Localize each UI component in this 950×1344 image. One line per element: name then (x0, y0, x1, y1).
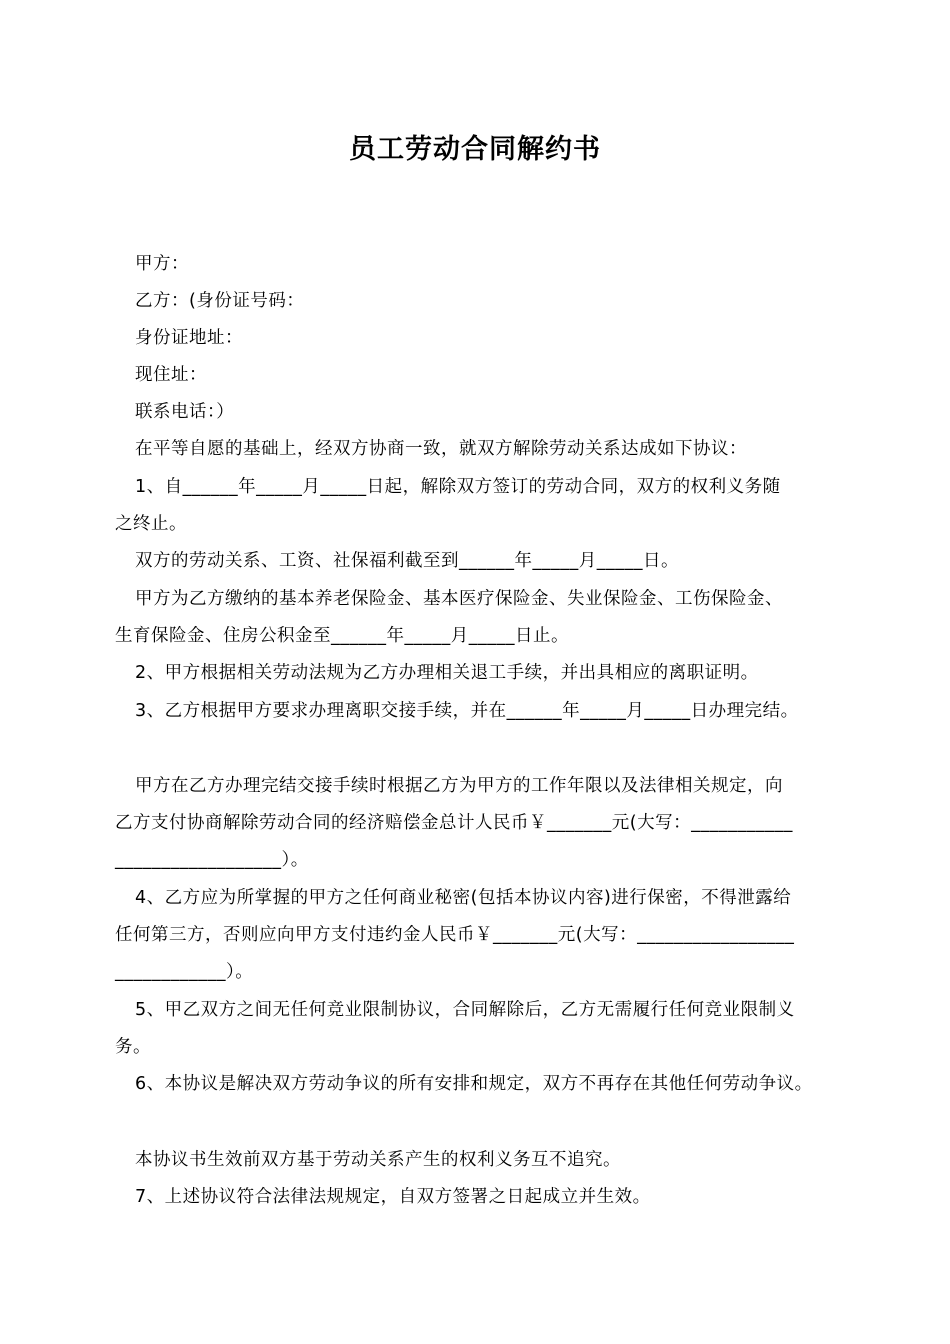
clause-1-line-4: 甲方为乙方缴纳的基本养老保险金、基本医疗保险金、失业保险金、工伤保险金、 (135, 589, 783, 609)
preamble-line: 在平等自愿的基础上，经双方协商一致，就双方解除劳动关系达成如下协议： (135, 439, 747, 459)
clause-1-line-1: 1、自______年_____月_____日起，解除双方签订的劳动合同，双方的权利义务随 (135, 477, 781, 497)
compensation-line-3: __________________）。 (115, 850, 309, 870)
compensation-line-1: 甲方在乙方办理完结交接手续时根据乙方为甲方的工作年限以及法律相关规定，向 (135, 776, 783, 796)
party-b-line: 乙方：(身份证号码： (135, 291, 305, 311)
clause-1-line-2: 之终止。 (115, 514, 187, 534)
contact-phone-line: 联系电话：） (135, 402, 235, 422)
clause-3-line: 3、乙方根据甲方要求办理离职交接手续，并在______年_____月_____日办理完结。 (135, 701, 799, 721)
clause-5-line-1: 5、甲乙双方之间无任何竞业限制协议，合同解除后，乙方无需履行任何竞业限制义 (135, 1000, 795, 1020)
id-address-line: 身份证地址： (135, 328, 243, 348)
clause-4-line-2: 任何第三方，否则应向甲方支付违约金人民币￥_______元(大写：_________________ (115, 925, 795, 945)
clause-5-line-2: 务。 (115, 1037, 151, 1057)
clause-1-line-3: 双方的劳动关系、工资、社保福利截至到______年_____月_____日。 (135, 551, 679, 571)
party-a-line: 甲方： (135, 254, 189, 274)
clause-4-line-3: ____________）。 (115, 962, 254, 982)
clause-6-line: 6、本协议是解决双方劳动争议的所有安排和规定，双方不再存在其他任何劳动争议。 (135, 1074, 813, 1094)
document-title: 员工劳动合同解约书 (349, 134, 601, 165)
mutual-release-line: 本协议书生效前双方基于劳动关系产生的权利义务互不追究。 (135, 1150, 621, 1170)
compensation-line-2: 乙方支付协商解除劳动合同的经济赔偿金总计人民币￥_______元(大写：___________ (115, 813, 793, 833)
clause-7-line: 7、上述协议符合法律法规规定，自双方签署之日起成立并生效。 (135, 1187, 651, 1207)
clause-2-line: 2、甲方根据相关劳动法规为乙方办理相关退工手续，并出具相应的离职证明。 (135, 663, 759, 683)
clause-1-line-5: 生育保险金、住房公积金至______年_____月_____日止。 (115, 626, 569, 646)
clause-4-line-1: 4、乙方应为所掌握的甲方之任何商业秘密(包括本协议内容)进行保密，不得泄露给 (135, 888, 792, 908)
current-address-line: 现住址： (135, 365, 207, 385)
